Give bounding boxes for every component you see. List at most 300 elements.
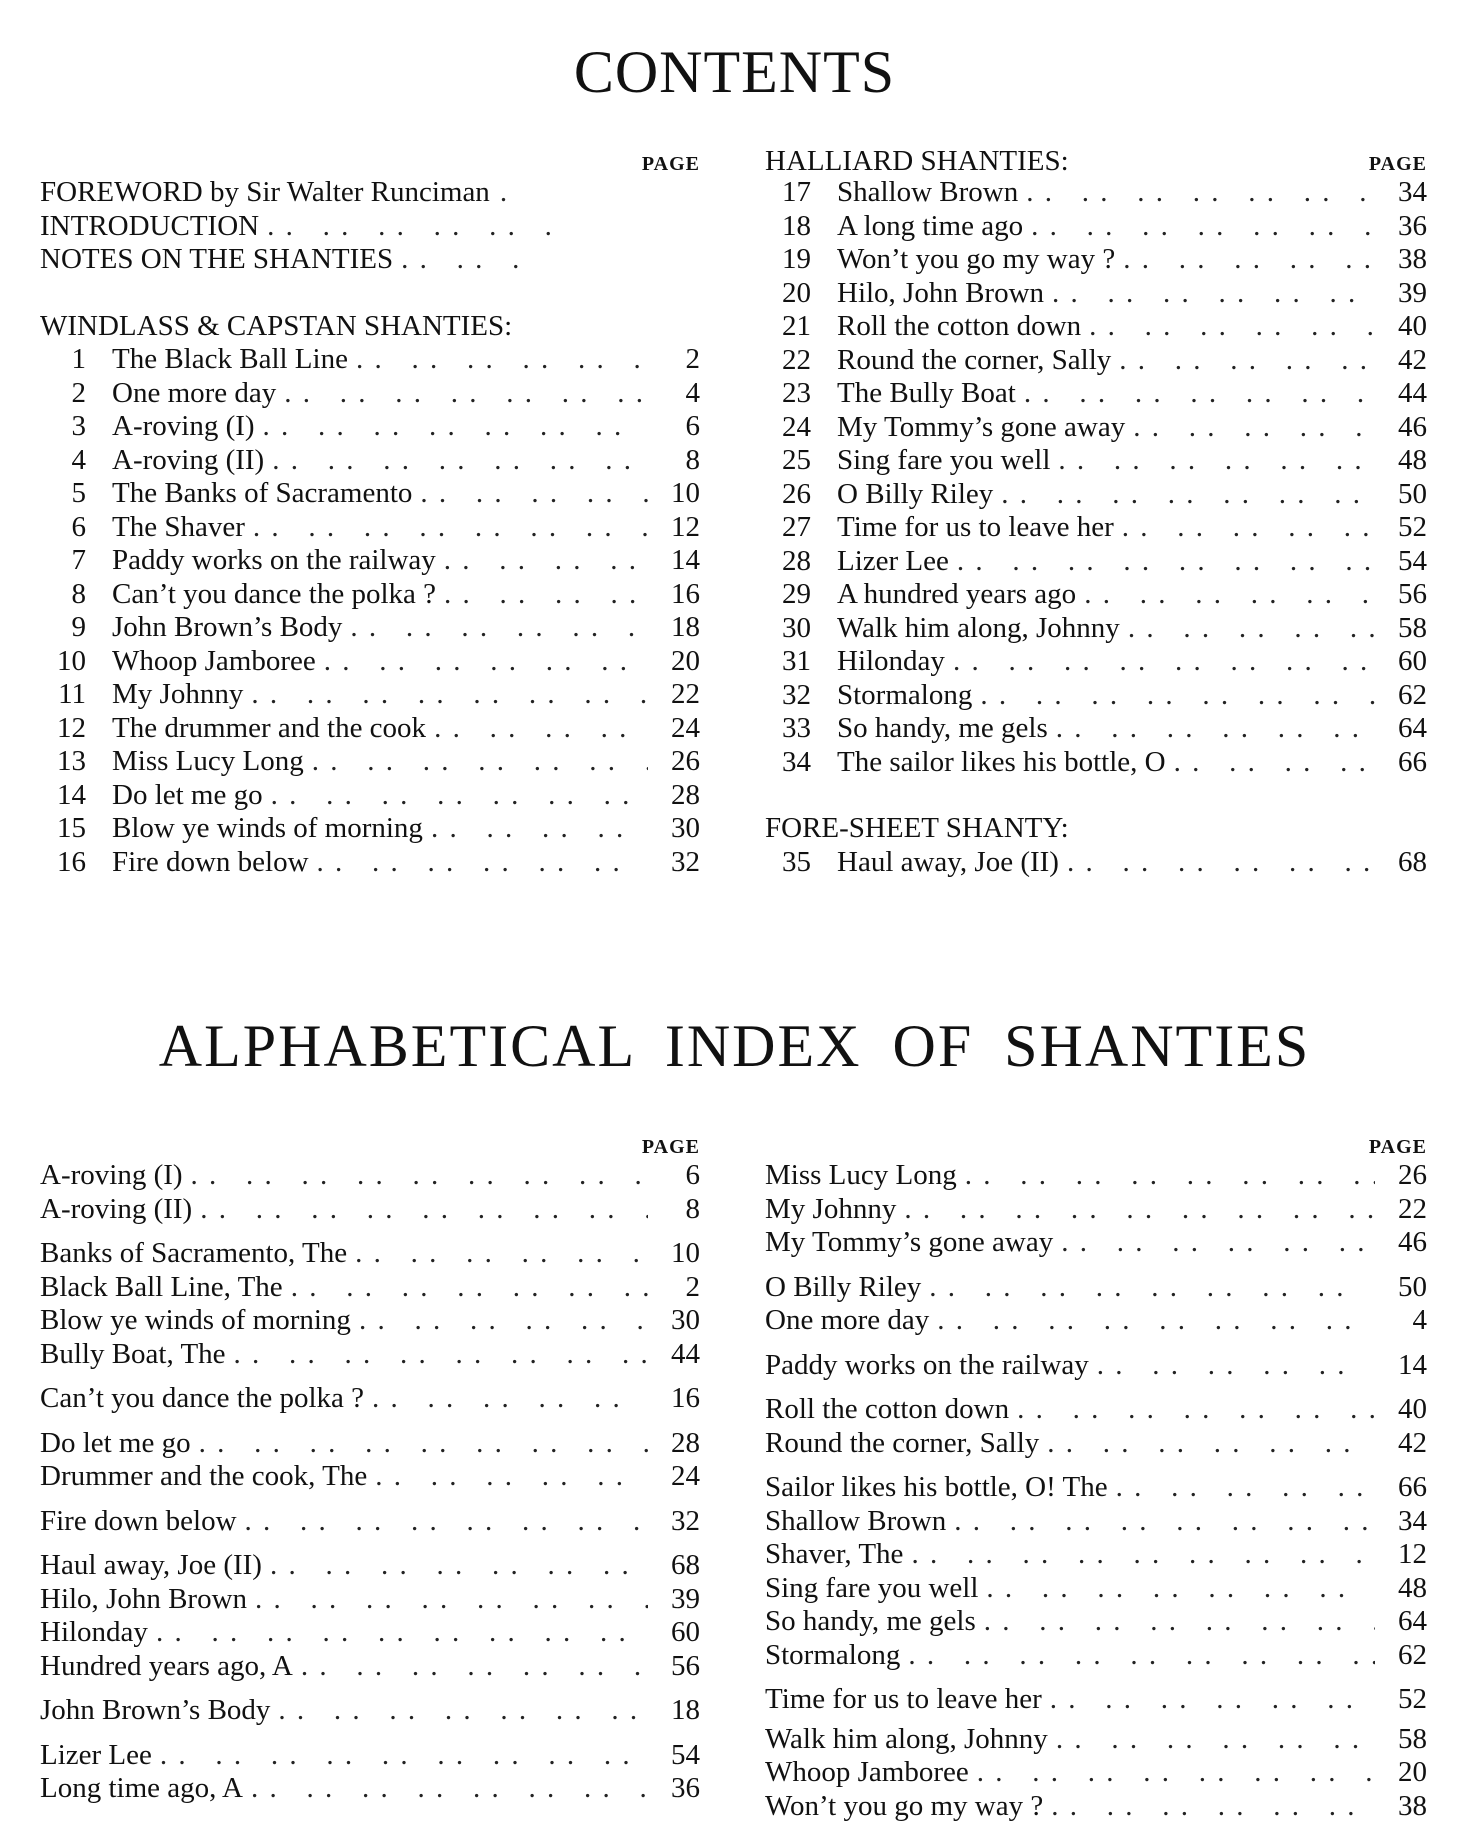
entry-number: 33 [782, 712, 811, 744]
index-left-column [40, 1126, 700, 1806]
dot-leader [359, 1304, 648, 1338]
entry-title: Miss Lucy Long [112, 745, 304, 777]
entry-number: 3 [71, 410, 86, 442]
entry-title: Banks of Sacramento, The [40, 1237, 348, 1269]
index-entry[interactable] [765, 1226, 1427, 1260]
entry-page: 12 [1398, 1538, 1427, 1570]
toc-entry[interactable] [765, 176, 1427, 210]
entry-title: Round the corner, Sally [765, 1426, 1040, 1459]
index-entry[interactable] [765, 1393, 1427, 1427]
index-entry[interactable] [765, 1271, 1427, 1305]
dot-leader [1122, 511, 1375, 545]
toc-front-entry[interactable] [40, 210, 700, 244]
index-entry[interactable] [40, 1193, 700, 1227]
entry-number: 4 [71, 443, 86, 476]
index-entry[interactable] [40, 1694, 700, 1728]
entry-number: 31 [782, 645, 811, 677]
entry-page: 39 [671, 1582, 700, 1615]
toc-entry[interactable] [765, 310, 1427, 344]
dot-leader [986, 1572, 1375, 1606]
dot-leader [1174, 746, 1375, 780]
index-entry[interactable] [40, 1271, 700, 1305]
entry-page: 26 [1398, 1159, 1427, 1191]
entry-title: My Tommy’s gone away [765, 1226, 1054, 1258]
entry-page: 46 [1398, 1226, 1427, 1258]
entry-number: 10 [57, 644, 86, 677]
entry-page: 58 [1398, 1722, 1427, 1755]
entry-title: A-roving (I) [112, 410, 255, 442]
entry-page: 2 [685, 343, 700, 375]
entry-page: 34 [1398, 1504, 1427, 1537]
entry-page: 8 [685, 443, 700, 476]
toc-entry[interactable] [40, 578, 700, 612]
entry-number: 1 [71, 343, 86, 375]
index-entry[interactable] [765, 1572, 1427, 1606]
entry-page: 48 [1398, 444, 1427, 476]
index-entry[interactable] [40, 1460, 700, 1494]
entry-title: INTRODUCTION [40, 209, 260, 242]
dot-leader [291, 1271, 648, 1305]
entry-title: Drummer and the cook, The [40, 1460, 368, 1492]
entry-page: 4 [1412, 1304, 1427, 1336]
entry-number: 16 [57, 845, 86, 878]
index-entry[interactable] [765, 1505, 1427, 1539]
index-entry[interactable] [765, 1538, 1427, 1572]
toc-front-entry[interactable] [40, 243, 700, 277]
dot-leader [957, 545, 1375, 579]
dot-leader [191, 1159, 648, 1193]
index-entry[interactable] [765, 1427, 1427, 1461]
index-entry[interactable] [765, 1471, 1427, 1505]
dot-leader [156, 1616, 648, 1650]
entry-title: The Black Ball Line [112, 343, 348, 375]
toc-entry[interactable] [40, 477, 700, 511]
entry-title: Sing fare you well [765, 1571, 979, 1604]
entry-title: Time for us to leave her [765, 1683, 1042, 1715]
index-entry[interactable] [40, 1237, 700, 1271]
dot-leader [375, 1460, 648, 1494]
entry-page: 34 [1398, 176, 1427, 208]
entry-page: 46 [1398, 410, 1427, 443]
entry-title: Sing fare you well [837, 444, 1051, 476]
entry-number: 17 [782, 176, 811, 208]
entry-page: 50 [1398, 1270, 1427, 1303]
dot-leader [324, 645, 648, 679]
dot-leader [199, 1427, 648, 1461]
entry-page: 22 [671, 678, 700, 710]
entry-page: 28 [671, 778, 700, 811]
entry-title: So handy, me gels [765, 1605, 976, 1637]
toc-entry[interactable] [765, 612, 1427, 646]
entry-page: 6 [685, 1159, 700, 1191]
entry-title: Hilonday [40, 1616, 148, 1648]
entry-title: The Shaver [112, 510, 245, 543]
entry-title: Lizer Lee [40, 1738, 152, 1771]
index-entry[interactable] [40, 1772, 700, 1806]
entry-page: 26 [671, 745, 700, 777]
toc-entry[interactable] [40, 745, 700, 779]
entry-title: Fire down below [40, 1504, 237, 1537]
toc-entry[interactable] [40, 544, 700, 578]
toc-entry[interactable] [765, 210, 1427, 244]
entry-number: 34 [782, 745, 811, 778]
toc-entry[interactable] [765, 545, 1427, 579]
index-entry[interactable] [40, 1505, 700, 1539]
entry-number: 14 [57, 778, 86, 811]
dot-leader [1024, 377, 1375, 411]
entry-number: 24 [782, 410, 811, 443]
toc-entry[interactable] [40, 611, 700, 645]
entry-page: 64 [1398, 1605, 1427, 1637]
entry-page: 30 [671, 1304, 700, 1336]
toc-entry[interactable] [765, 243, 1427, 277]
entry-title: One more day [765, 1304, 930, 1336]
dot-leader [267, 210, 563, 244]
entry-title: Paddy works on the railway [112, 544, 436, 576]
entry-page: 44 [1398, 377, 1427, 409]
entry-title: NOTES ON THE SHANTIES [40, 243, 394, 275]
entry-title: Bully Boat, The [40, 1337, 226, 1370]
dot-leader [500, 176, 520, 210]
page-column-header: PAGE [641, 153, 700, 175]
entry-page: 12 [671, 510, 700, 543]
entry-title: My Johnny [765, 1192, 897, 1225]
entry-page: 14 [671, 544, 700, 576]
dot-leader [234, 1338, 648, 1372]
entry-page: 38 [1398, 243, 1427, 275]
dot-leader [251, 1772, 648, 1806]
dot-leader [312, 745, 648, 779]
entry-title: Fire down below [112, 845, 309, 878]
index-entry[interactable] [765, 1639, 1427, 1673]
entry-title: Long time ago, A [40, 1772, 243, 1804]
toc-entry[interactable] [40, 712, 700, 746]
index-entry[interactable] [40, 1304, 700, 1338]
entry-title: Time for us to leave her [837, 511, 1114, 543]
toc-entry[interactable] [765, 645, 1427, 679]
entry-title: A-roving (II) [40, 1192, 193, 1225]
entry-page: 36 [671, 1772, 700, 1804]
contents-left-column [40, 143, 700, 879]
entry-page: 10 [671, 477, 700, 509]
index-entry[interactable] [765, 1304, 1427, 1338]
dot-leader [401, 243, 525, 277]
entry-page: 16 [671, 1382, 700, 1414]
entry-page: 20 [1398, 1756, 1427, 1788]
entry-page: 36 [1398, 209, 1427, 242]
toc-entry[interactable] [765, 746, 1427, 780]
toc-entry[interactable] [765, 377, 1427, 411]
entry-title: Won’t you go my way ? [765, 1789, 1044, 1822]
toc-entry[interactable] [765, 712, 1427, 746]
dot-leader [251, 678, 648, 712]
entry-title: Do let me go [112, 778, 263, 811]
dot-leader [263, 410, 648, 444]
toc-entry[interactable] [765, 679, 1427, 713]
entry-page: 68 [1398, 845, 1427, 878]
dot-leader [350, 611, 648, 645]
dot-leader [284, 377, 648, 411]
dot-leader [253, 511, 648, 545]
dot-leader [434, 712, 648, 746]
entry-title: Do let me go [40, 1426, 191, 1459]
entry-title: John Brown’s Body [112, 611, 343, 643]
entry-page: 4 [685, 376, 700, 409]
entry-title: Blow ye winds of morning [40, 1304, 351, 1336]
toc-entry[interactable] [765, 444, 1427, 478]
toc-front-entry[interactable] [40, 176, 700, 210]
dot-leader [1058, 444, 1375, 478]
entry-title: Stormalong [765, 1638, 901, 1671]
entry-number: 29 [782, 578, 811, 610]
toc-entry[interactable] [765, 478, 1427, 512]
dot-leader [1119, 344, 1375, 378]
dot-leader [1017, 1393, 1375, 1427]
dot-leader [977, 1756, 1375, 1790]
entry-number: 32 [782, 678, 811, 711]
dot-leader [200, 1193, 648, 1227]
entry-page: 10 [671, 1237, 700, 1269]
dot-leader [272, 444, 648, 478]
dot-leader [980, 679, 1375, 713]
dot-leader [929, 1271, 1375, 1305]
entry-number: 18 [782, 209, 811, 242]
index-entry[interactable] [765, 1159, 1427, 1193]
entry-page: 40 [1398, 1393, 1427, 1425]
toc-entry[interactable] [765, 344, 1427, 378]
dot-leader [954, 1505, 1375, 1539]
index-entry[interactable] [40, 1159, 700, 1193]
index-entry[interactable] [40, 1616, 700, 1650]
toc-entry[interactable] [765, 511, 1427, 545]
index-entry[interactable] [40, 1338, 700, 1372]
entry-title: So handy, me gels [837, 712, 1048, 744]
toc-entry[interactable] [40, 410, 700, 444]
entry-title: Miss Lucy Long [765, 1159, 957, 1191]
entry-title: Hilonday [837, 645, 945, 677]
entry-title: A long time ago [837, 209, 1024, 242]
dot-leader [301, 1650, 648, 1684]
toc-entry[interactable] [765, 411, 1427, 445]
entry-number: 30 [782, 611, 811, 644]
entry-title: The Bully Boat [837, 377, 1016, 409]
entry-number: 35 [782, 845, 811, 878]
entry-title: Walk him along, Johnny [765, 1722, 1048, 1755]
toc-entry[interactable] [40, 678, 700, 712]
entry-page: 68 [671, 1549, 700, 1581]
entry-title: Round the corner, Sally [837, 343, 1112, 376]
entry-title: A-roving (I) [40, 1159, 183, 1191]
section-heading-halliard: HALLIARD SHANTIES: [765, 145, 1069, 177]
dot-leader [1116, 1471, 1375, 1505]
toc-entry[interactable] [40, 812, 700, 846]
entry-page: 56 [671, 1649, 700, 1682]
index-entry[interactable] [765, 1790, 1427, 1824]
entry-title: Won’t you go my way ? [837, 243, 1116, 275]
entry-title: Black Ball Line, The [40, 1270, 283, 1303]
page-column-header: PAGE [1368, 1136, 1427, 1158]
entry-number: 7 [71, 544, 86, 576]
entry-page: 58 [1398, 611, 1427, 644]
toc-entry[interactable] [765, 578, 1427, 612]
entry-title: Whoop Jamboree [112, 644, 316, 677]
entry-number: 21 [782, 310, 811, 342]
toc-entry[interactable] [765, 277, 1427, 311]
toc-entry[interactable] [40, 377, 700, 411]
entry-page: 32 [671, 845, 700, 878]
dot-leader [1056, 1723, 1375, 1757]
dot-leader [1052, 277, 1375, 311]
contents-title: CONTENTS [573, 39, 896, 105]
dot-leader [444, 578, 648, 612]
entry-page: 18 [671, 611, 700, 643]
toc-entry[interactable] [40, 343, 700, 377]
dot-leader [245, 1505, 648, 1539]
index-entry[interactable] [765, 1349, 1427, 1383]
entry-title: Roll the cotton down [837, 310, 1082, 342]
entry-title: O Billy Riley [837, 477, 994, 510]
entry-number: 13 [57, 745, 86, 777]
dot-leader [908, 1639, 1375, 1673]
index-entry[interactable] [40, 1549, 700, 1583]
entry-title: Haul away, Joe (II) [837, 845, 1059, 878]
index-entry[interactable] [765, 1723, 1427, 1757]
dot-leader [1123, 243, 1375, 277]
entry-title: Can’t you dance the polka ? [112, 577, 436, 610]
index-entry[interactable] [765, 1193, 1427, 1227]
dot-leader [355, 1237, 648, 1271]
entry-number: 26 [782, 477, 811, 510]
toc-entry[interactable] [40, 846, 700, 880]
entry-title: Stormalong [837, 678, 973, 711]
dot-leader [317, 846, 648, 880]
entry-title: Lizer Lee [837, 544, 949, 577]
dot-leader [1128, 612, 1375, 646]
entry-page: 44 [671, 1337, 700, 1370]
index-entry[interactable] [765, 1756, 1427, 1790]
dot-leader [904, 1193, 1375, 1227]
entry-page: 62 [1398, 1638, 1427, 1671]
entry-title: Shaver, The [765, 1538, 904, 1570]
section-heading-fore-sheet: FORE-SHEET SHANTY: [765, 812, 1069, 844]
index-entry[interactable] [40, 1382, 700, 1416]
entry-page: 20 [671, 644, 700, 677]
dot-leader [255, 1583, 648, 1617]
index-entry[interactable] [40, 1583, 700, 1617]
dot-leader [1133, 411, 1375, 445]
entry-title: Blow ye winds of morning [112, 812, 423, 844]
dot-leader [420, 477, 648, 511]
entry-number: 6 [71, 510, 86, 543]
entry-page: 42 [1398, 1426, 1427, 1459]
toc-entry[interactable] [765, 846, 1427, 880]
entry-title: O Billy Riley [765, 1270, 922, 1303]
dot-leader [965, 1159, 1375, 1193]
dot-leader [270, 1549, 648, 1583]
dot-leader [911, 1538, 1375, 1572]
dot-leader [271, 779, 648, 813]
entry-page: 38 [1398, 1789, 1427, 1822]
entry-number: 23 [782, 377, 811, 409]
index-title: ALPHABETICAL INDEX OF SHANTIES [158, 1013, 1311, 1079]
entry-page: 6 [685, 410, 700, 442]
entry-page: 54 [671, 1738, 700, 1771]
entry-title: Walk him along, Johnny [837, 611, 1120, 644]
entry-page: 56 [1398, 578, 1427, 610]
entry-title: My Tommy’s gone away [837, 410, 1126, 443]
entry-page: 8 [685, 1192, 700, 1225]
entry-title: Hundred years ago, A [40, 1649, 293, 1682]
entry-page: 54 [1398, 544, 1427, 577]
entry-title: Can’t you dance the polka ? [40, 1382, 364, 1414]
entry-title: The Banks of Sacramento [112, 477, 413, 509]
dot-leader [1097, 1349, 1375, 1383]
toc-entry[interactable] [40, 511, 700, 545]
entry-page: 40 [1398, 310, 1427, 342]
entry-page: 28 [671, 1426, 700, 1459]
entry-title: Hilo, John Brown [40, 1582, 248, 1615]
entry-page: 2 [685, 1270, 700, 1303]
entry-page: 52 [1398, 1683, 1427, 1715]
dot-leader [278, 1694, 648, 1728]
entry-number: 8 [71, 577, 86, 610]
dot-leader [1031, 210, 1375, 244]
section-heading-windlass: WINDLASS & CAPSTAN SHANTIES: [40, 309, 513, 342]
entry-title: Haul away, Joe (II) [40, 1549, 262, 1581]
index-entry[interactable] [40, 1650, 700, 1684]
dot-leader [984, 1605, 1375, 1639]
entry-page: 66 [1398, 1471, 1427, 1503]
entry-number: 27 [782, 511, 811, 543]
dot-leader [431, 812, 648, 846]
dot-leader [444, 544, 648, 578]
dot-leader [1001, 478, 1375, 512]
entry-page: 60 [671, 1616, 700, 1648]
toc-entry[interactable] [40, 779, 700, 813]
entry-page: 66 [1398, 745, 1427, 778]
entry-number: 20 [782, 276, 811, 309]
entry-page: 14 [1398, 1348, 1427, 1381]
index-entry[interactable] [765, 1683, 1427, 1717]
entry-number: 22 [782, 343, 811, 376]
dot-leader [1089, 310, 1375, 344]
toc-entry[interactable] [40, 444, 700, 478]
entry-title: The drummer and the cook [112, 711, 427, 744]
entry-title: My Johnny [112, 678, 244, 710]
index-entry[interactable] [765, 1605, 1427, 1639]
entry-title: One more day [112, 376, 277, 409]
dot-leader [1084, 578, 1375, 612]
dot-leader [937, 1304, 1375, 1338]
entry-page: 24 [671, 1460, 700, 1492]
index-entry[interactable] [40, 1739, 700, 1773]
entry-number: 2 [71, 376, 86, 409]
entry-number: 5 [71, 477, 86, 509]
dot-leader [953, 645, 1375, 679]
entry-title: Sailor likes his bottle, O! The [765, 1471, 1108, 1503]
dot-leader [1050, 1683, 1375, 1717]
toc-entry[interactable] [40, 645, 700, 679]
contents-right-column [765, 143, 1427, 879]
index-entry[interactable] [40, 1427, 700, 1461]
entry-title: Shallow Brown [765, 1504, 947, 1537]
entry-page: 22 [1398, 1192, 1427, 1225]
entry-page: 30 [671, 812, 700, 844]
entry-page: 64 [1398, 712, 1427, 744]
entry-number: 15 [57, 812, 86, 844]
entry-title: Hilo, John Brown [837, 276, 1045, 309]
entry-number: 12 [57, 711, 86, 744]
